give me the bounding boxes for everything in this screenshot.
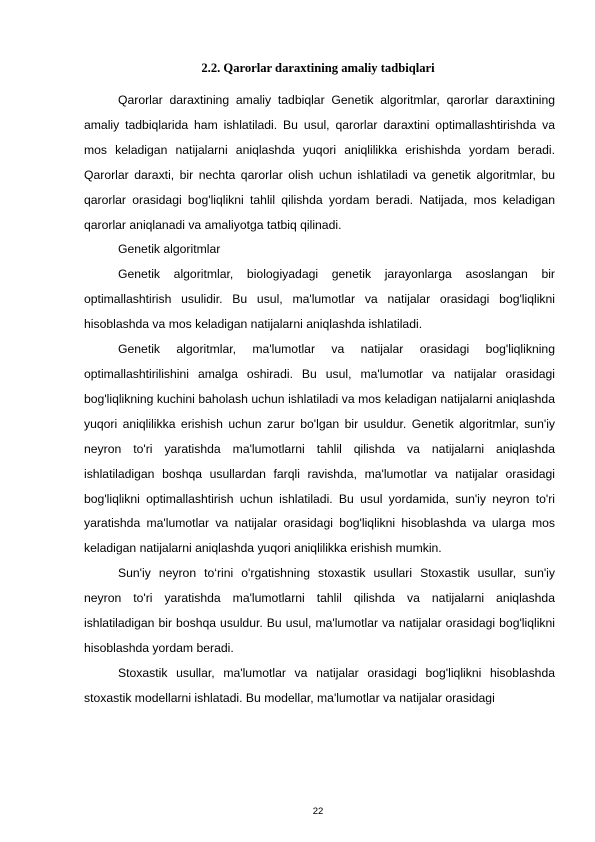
paragraph: Qarorlar daraxtining amaliy tadbiqlar Genetik algoritmlar, qarorlar daraxtining amaliy tadbiqlarida ham ishlatiladi. Bu usul, qarorlar daraxtini optimallashtirishda va mos keladigan natijalarni aniqlashda yuqori aniqlilikka erishishda yordam beradi. Qarorlar daraxti, bir nechta qarorlar olish uchun ishlatiladi va genetik algoritmlar, bu qarorlar orasidagi bog'liqlikni tahlil qilishda yordam beradi. Natijada, mos keladigan qarorlar aniqlanadi va amaliyotga tatbiq qilinadi. bbox=[84, 93, 555, 232]
paragraph: Genetik algoritmlar, ma'lumotlar va natijalar orasidagi bog'liqlikning optimallashtirilishini amalga oshiradi. Bu usul, ma'lumotlar va natijalar orasidagi bog'liqlikning kuchini baholash uchun ishlatiladi va mos keladigan natijalarni aniqlashda yuqori aniqlilikka erishish uchun zarur bo'lgan bir usuldur. Genetik algoritmlar, sun'iy neyron to'ri yaratishda ma'lumotlarni tahlil qilishda va natijalarni aniqlashda ishlatiladigan boshqa usullardan farqli ravishda, ma'lumotlar va natijalar orasidagi bog'liqlikni optimallashtirish uchun ishlatiladi. Bu usul yordamida, sun'iy neyron to'ri yaratishda ma'lumotlar va natijalar orasidagi bog'liqlikni hisoblashda va ularga mos keladigan natijalarni aniqlashda yuqori aniqlilikka erishish mumkin. bbox=[84, 342, 555, 556]
paragraph: Sun'iy neyron to‘rini o'rgatishning stoxastik usullari Stoxastik usullar, sun'iy neyron to'ri yaratishda ma'lumotlarni tahlil qilishda va natijalarni aniqlashda ishlatiladigan bir boshqa usuldur. Bu usul, ma'lumotlar va natijalar orasidagi bog'liqlikni hisoblashda yordam beradi. bbox=[84, 566, 555, 655]
document-body bbox=[84, 88, 555, 711]
section-title: 2.2. Qarorlar daraxtining amaliy tadbiqlari bbox=[201, 61, 435, 75]
paragraph: Stoxastik usullar, ma'lumotlar va natijalar orasidagi bog'liqlikni hisoblashda stoxastik modellarni ishlatadi. Bu modellar, ma'lumotlar va natijalar orasidagi bbox=[84, 665, 555, 705]
page-number: 22 bbox=[312, 806, 324, 817]
paragraph: Genetik algoritmlar, biologiyadagi genetik jarayonlarga asoslangan bir optimallashtirish usulidir. Bu usul, ma'lumotlar va natijalar orasidagi bog'liqlikni hisoblashda va mos keladigan natijalarni aniqlashda ishlatiladi. bbox=[84, 267, 555, 332]
subheading: Genetik algoritmlar bbox=[118, 242, 221, 257]
